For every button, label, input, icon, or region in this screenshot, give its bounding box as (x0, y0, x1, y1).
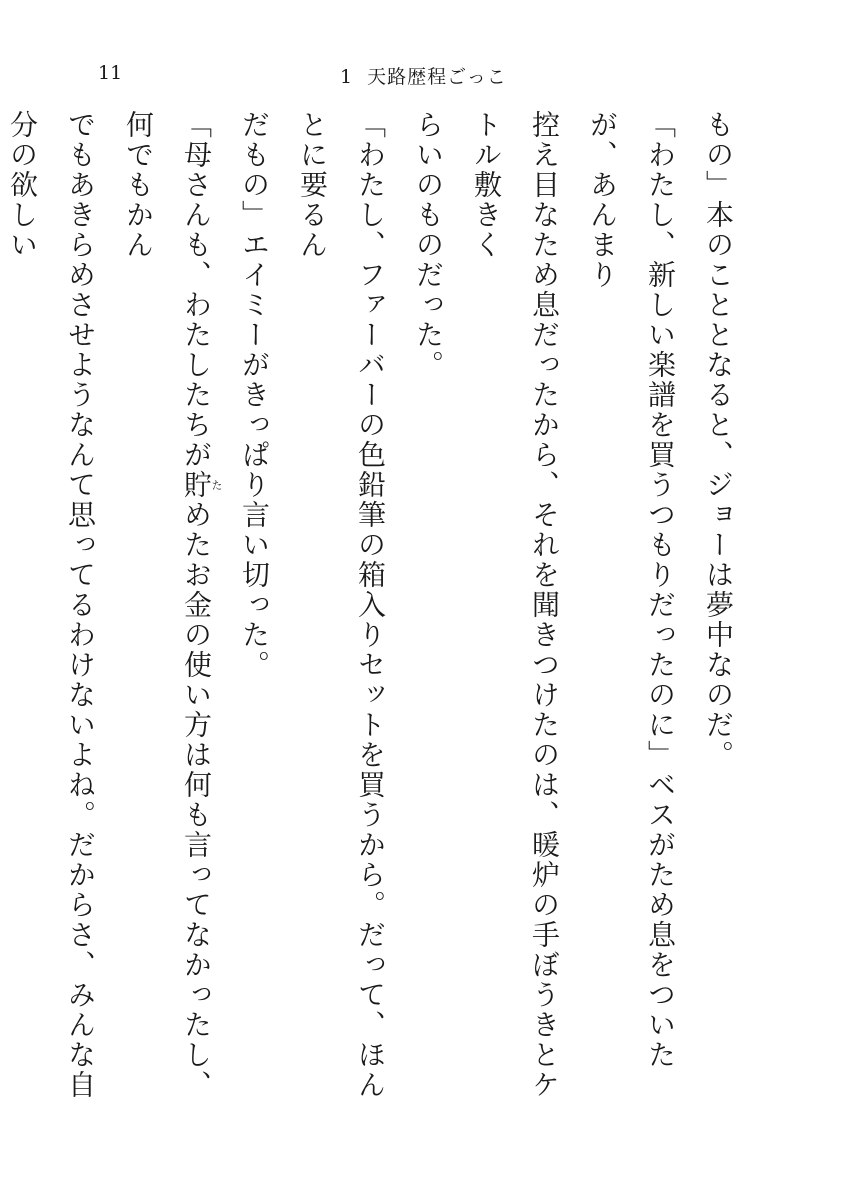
text-line (689, 110, 747, 1110)
text-line (109, 110, 225, 1110)
text-line (573, 110, 689, 1110)
text-line (0, 110, 109, 1110)
ruby-annotation (180, 470, 223, 500)
ruby-base: 貯 (180, 470, 213, 500)
page-number: 11 (98, 62, 123, 84)
text-segment: でもあきらめさせようなんて思ってるわけないよね。だからさ、みんな自分の欲しい (6, 110, 97, 1100)
text-segment: 「母さんも、わたしたちが (180, 110, 213, 470)
body-text (6, 110, 747, 1110)
chapter-number: 1 (340, 66, 354, 88)
ruby-reading: た (210, 470, 223, 500)
chapter-title: 天路歴程ごっこ (367, 66, 507, 88)
running-head (340, 62, 507, 89)
text-segment: めたお金の使い方は何も言ってなかったし、何でもかん (122, 110, 213, 1100)
text-segment: 「わたし、新しい楽譜を買うつもりだったのに」ベスがため息をついたが、あんまり (586, 110, 677, 1070)
text-segment: らいのものだった。 (412, 110, 445, 380)
text-segment: 「わたし、ファーバーの色鉛筆の箱入りセットを買うから。だって、ほんとに要るん (296, 110, 387, 1100)
text-line (283, 110, 399, 1110)
text-line (225, 110, 283, 1110)
text-line (457, 110, 573, 1110)
running-header (0, 62, 841, 92)
text-segment: もの」本のこととなると、ジョーは夢中なのだ。 (702, 110, 735, 770)
text-segment: 控え目なため息だったから、それを聞きつけたのは、暖炉の手ぼうきとケトル敷きく (470, 110, 561, 1100)
text-line (399, 110, 457, 1110)
text-segment: だもの」エイミーがきっぱり言い切った。 (238, 110, 271, 680)
